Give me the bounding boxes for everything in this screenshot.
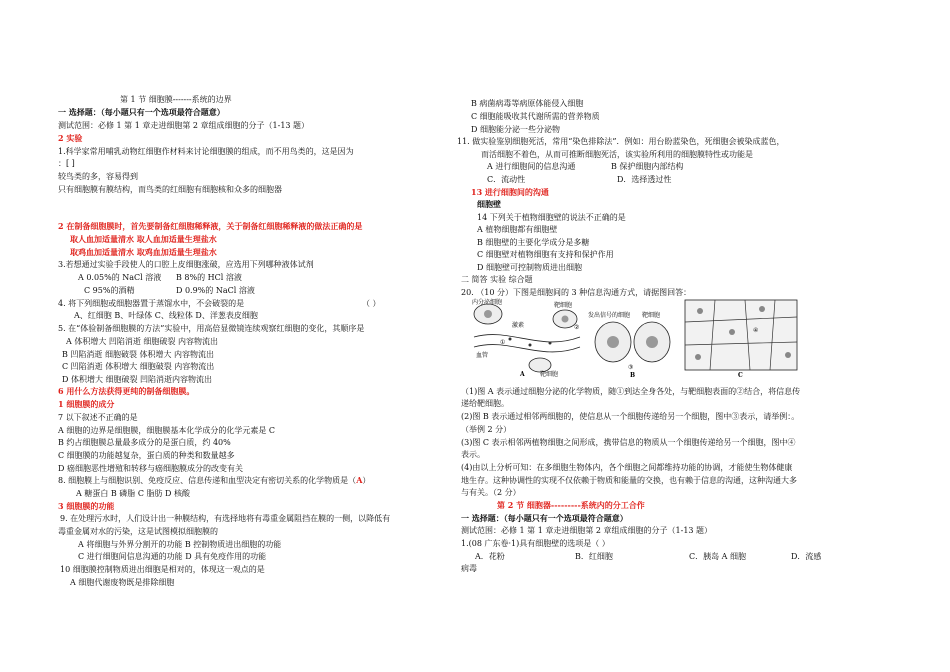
section-heading: 二 简答 实验 综合题 [461,275,533,284]
question-8-options: A 糖蛋白 B 磷脂 C 脂肪 D 核酸 [76,489,190,498]
hormone-dot [509,338,512,341]
section-heading: 一 选择题：（每小题只有一个选项最符合题意） [58,107,225,117]
hormone-dot [549,342,552,345]
hormone-dot [529,344,532,347]
option: A 进行细胞间的信息沟通 [487,162,576,171]
option: D．选择透过性 [617,175,672,184]
subheading-cell-wall: 细胞壁 [477,199,501,209]
question-11: 11. 做实验鉴别细胞死活，常用“染色排除法”．例如：用台盼蓝染色，死细胞会被染成蓝色， [457,137,785,146]
question-2: 2 在制备细胞膜时，首先要制备红细胞稀释液，关于制备红细胞稀释液的做法正确的是 [58,221,363,231]
option: B 病菌病毒等病原体能侵入细胞 [471,99,584,108]
option: B 细胞壁的主要化学成分是多糖 [477,238,590,247]
question-2-options: 取鸡血加适量清水 取鸡血加适量生理盐水 [70,247,217,257]
question-3: 3.若想通过实验手段使人的口腔上皮细胞涨破，应选用下列哪种液体试剂 [58,260,314,269]
answer-2: (2)图 B 表示通过相邻两细胞的，使信息从一个细胞传递给另一个细胞，图中③表示，请举例：。 [461,412,800,421]
panel-label-b: B [630,372,636,378]
question-8-close: ） [362,476,371,485]
question-1-line: 只有细胞膜有膜结构，而鸟类的红细胞有细胞核和众多的细胞器 [58,185,282,194]
section-title: 第 1 节 细胞膜-------系统的边界 [120,95,232,104]
option: C 凹陷消逝 体积增大 细胞破裂 内容物流出 [62,362,215,371]
subheading-function: 3 细胞膜的功能 [58,501,115,511]
option: D 细胞壁可控制物质进出细胞 [477,263,582,272]
label-blood-vessel: 血管 [476,352,489,359]
blood-vessel-wall [474,345,580,352]
cell-nucleus [695,354,701,360]
cell-communication-figure [470,297,799,378]
option: C．胰岛 A 细胞 [689,552,746,561]
option: B 保护细胞内部结构 [611,162,684,171]
cell-nucleus [759,306,765,312]
option: D 癌细胞恶性增殖和转移与癌细胞膜成分的改变有关 [58,464,243,473]
answer-4-line: 地生存。这种协调性的实现不仅依赖于物质和能量的交换，也有赖于信息的沟通，这种沟通大多 [461,476,797,485]
question-5: 5. 在“体验制备细胞膜的方法”实验中，用高倍显微镜连续观察红细胞的变化，其顺序是 [58,324,365,333]
target-cell [529,358,551,372]
marker-3: ③ [628,364,634,371]
blood-vessel-wall [474,335,580,342]
option: D 体积增大 细胞破裂 凹陷消逝内容物流出 [62,375,213,384]
option: C 95%的酒精 [84,286,135,295]
cell-nucleus [729,329,735,335]
panel-label-a: A [520,371,525,378]
answer-1-line: 递给靶细胞。 [461,399,509,408]
answer-parens: （ ） [362,299,381,308]
option: A 0.05%的 NaCl 溶液 [78,273,162,282]
option: B．红细胞 [575,552,613,561]
answer-3: (3)图 C 表示相邻两植物细胞之间形成，携带信息的物质从一个细胞传递给另一个细胞，图中④ [461,438,796,447]
test-scope: 测试范围：必修 1 第 1 章走进细胞第 2 章组成细胞的分子（1-13 题） [461,526,713,535]
panel-a [472,298,580,378]
question-1: 1.科学家常用哺乳动物红细胞作材料来讨论细胞膜的组成，而不用鸟类的，这是因为 [58,147,354,156]
option: A 植物细胞都有细胞壁 [477,225,558,234]
question-14: 14 下列关于植物细胞壁的说法不正确的是 [477,213,626,222]
marker-2: ② [574,324,580,331]
option: D．流感 [791,552,822,561]
question-4: 4. 将下列细胞或细胞器置于蒸馏水中，不会破裂的是 [58,299,245,308]
option: A 体积增大 凹陷消逝 细胞破裂 内容物流出 [66,337,218,346]
question-9-options: A 将细胞与外界分割开的功能 B 控制物质进出细胞的功能 [78,540,282,549]
label-target-cell: 靶细胞 [554,302,573,309]
answer-2-line: （举例 2 分） [461,425,512,434]
answer-4: (4)由以上分析可知：在多细胞生物体内，各个细胞之间都维持功能的协调，才能使生物体健康 [461,463,793,472]
question-8-answer: A [356,475,363,485]
question-2-options: 取人血加适量清水 取人血加适量生理盐水 [70,234,217,244]
section-heading: 一 选择题：（每小题只有一个选项最符合题意） [461,513,628,523]
option: A 细胞代谢废物既是排除细胞 [70,578,175,587]
question-9-options: C 进行细胞间信息沟通的功能 D 具有免疫作用的功能 [78,552,267,561]
label-endocrine-cell: 内分泌细胞 [472,299,503,306]
option: C 细胞壁对植物细胞有支持和保护作用 [477,250,614,259]
cell-nucleus [785,352,791,358]
cell-nucleus [562,316,569,323]
panel-label-c: C [738,372,743,378]
cell-nucleus [697,308,703,314]
marker-4: ④ [753,327,759,334]
option: A 细胞的边界是细胞膜，细胞膜基本化学成分的化学元素是 C [58,426,275,435]
question-20: 20. （10 分）下图是细胞间的 3 种信息沟通方式，请据图回答： [461,288,692,297]
answer-1: （1)图 A 表示通过细胞分泌的化学物质，随①到达全身各处，与靶细胞表面的②结合，将信息传 [461,387,801,396]
question-8 [58,474,370,487]
subheading-experiment: 2 实验 [58,133,83,143]
option: A．花粉 [475,552,505,561]
panel-c [685,300,797,378]
answer-4-line: 与有关。（2 分） [461,488,521,497]
option: D 0.9%的 NaCl 溶液 [176,286,255,295]
panel-b [588,311,670,378]
option: C 细胞膜的功能越复杂，蛋白质的种类和数量越多 [58,451,235,460]
question-4-options: A、红细胞 B、叶绿体 C、线粒体 D、洋葱表皮细胞 [74,311,258,320]
cell-nucleus [646,336,658,348]
option: D 细胞能分泌一些分泌物 [471,125,560,134]
option: B 约占细胞膜总量最多成分的是蛋白质，约 40% [58,438,231,447]
option: B 凹陷消逝 细胞破裂 体积增大 内容物流出 [62,350,215,359]
question-6: 6 用什么方法获得更纯的制备细胞膜。 [58,386,195,396]
question-8-text: 8. 细胞膜上与细胞识别、免疫反应、信息传递和血型决定有密切关系的化学物质是（ [58,476,357,485]
option: C．流动性 [487,175,526,184]
subheading-communication: 13 进行细胞间的沟通 [471,187,549,197]
question-9-line: 毒重金属对水的污染，这是试图模拟细胞膜的 [58,527,218,536]
question-7: 7 以下叙述不正确的是 [58,413,138,422]
question-11-line: 而活细胞不着色，从而可推断细胞死活，该实验所利用的细胞膜特性或功能是 [481,150,753,159]
section-title-2: 第 2 节 细胞器---------系统内的分工合作 [497,500,645,510]
answer-3-line: 表示。 [461,450,485,459]
option-wrap: 病毒 [461,564,477,573]
test-scope: 测试范围：必修 1 第 1 章走进细胞第 2 章组成细胞的分子（1-13 题） [58,121,310,130]
question-1-line: 较鸟类的多，容易得到 [58,172,138,181]
label-signal-cell: 发出信号的细胞 [588,312,631,319]
label-target-cell: 靶细胞 [540,371,559,378]
cell-nucleus [484,310,492,318]
question-10: 10 细胞膜控制物质进出细胞是相对的，体现这一观点的是 [60,565,265,574]
question-1-blank: ：[ ] [58,159,75,168]
cell-nucleus [607,336,619,348]
label-target-cell: 靶细胞 [642,312,661,319]
option: B 8%的 HCl 溶液 [176,273,242,282]
subheading-composition: 1 细胞膜的成分 [58,399,115,409]
marker-1: ① [500,339,506,346]
option: C 细胞能吸收其代谢所需的营养物质 [471,112,600,121]
question-2-1: 1.(08 广东卷·1)具有细胞壁的选项是（ ） [461,539,610,548]
question-9: 9. 在处理污水时，人们设计出一种膜结构，有选择地将有毒重金属阻挡在膜的一侧，以降低有 [60,514,391,523]
label-hormone: 激素 [512,322,525,329]
